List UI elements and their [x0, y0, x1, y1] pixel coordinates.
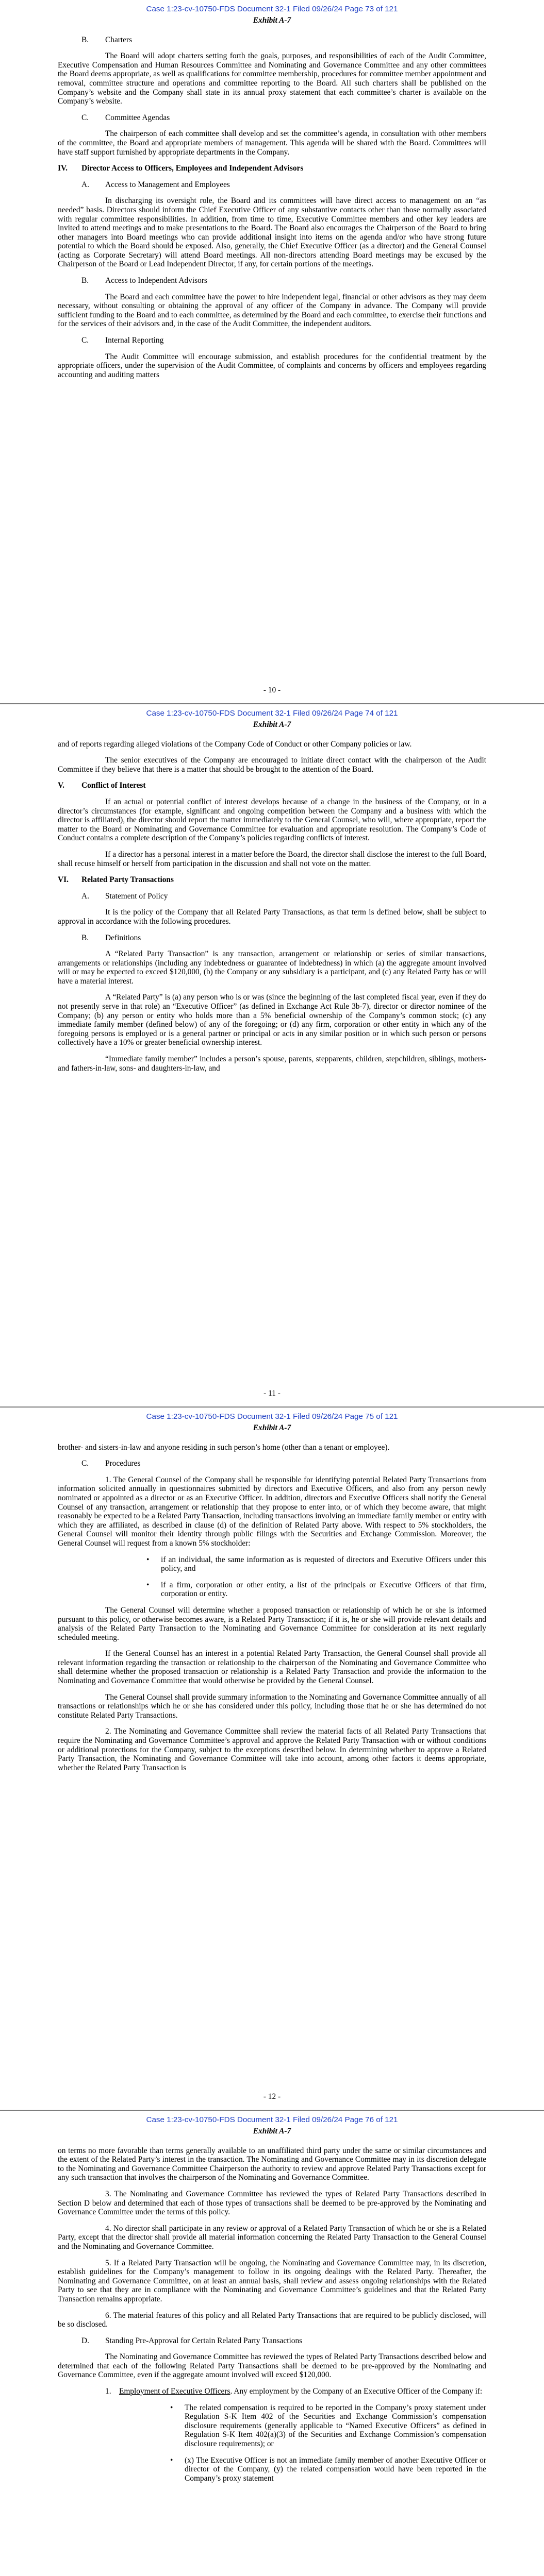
- paragraph-internal-reporting: The Audit Committee will encourage submission, and establish procedures for the confidential treatment by the appropriate officers, under the supervision of the Audit Committee, of complaints and concerns by officers and employees regarding accounting and auditing matters: [58, 352, 486, 379]
- paragraph-procedure-6: 6. The material features of this policy and all Related Party Transactions that are required to be publicly disclosed, will be so disclosed.: [58, 2311, 486, 2329]
- section-heading-committee-agendas: C. Committee Agendas: [81, 113, 170, 122]
- page-number: - 11 -: [263, 1389, 281, 1398]
- paragraph-procedure-4: 4. No director shall participate in any review or approval of a Related Party Transaction of which he or she is a Related Party, except that the director shall provide all material information concerning the Related Party Transaction to the General Counsel and the Nominating and Governance Committee.: [58, 2224, 486, 2251]
- document-page-4: [0, 2110, 544, 2576]
- section-heading-statement-of-policy: A. Statement of Policy: [81, 891, 168, 901]
- bullet-not-family-member: • (x) The Executive Officer is not an immediate family member of another Executive Officer or director of the Company, (y) the related compensation would have been reported in the Company’s proxy statement: [185, 2456, 486, 2483]
- page-number: - 10 -: [263, 686, 281, 695]
- bullet-proxy-compensation: • The related compensation is required to be reported in the Company’s proxy statement under Regulation S-K Item 402 of the Securities and Exchange Commission’s compensation disclosure requirements (generally applicable to “Named Executive Officers” as defined in Regulation S-K Item 402(a)(3) of the Securities and Exchange Commission’s compensation disclosure requirements); or: [185, 2403, 486, 2449]
- paragraph-procedure-1: 1. The General Counsel of the Company shall be responsible for identifying potential Related Party Transactions from information solicited annually in questionnaires submitted by directors and Executive Officers, and also from any person newly nominated or appointed as a director or as an Executive Officer. In addition, directors and Executive Officers shall notify the General Counsel of any transaction, arrangement or relationship that they propose to enter into, or of which they become aware, that might reasonably be expected to be a Related Party Transaction, including transactions involving an immediate family member or entity with which they are affiliated, as described in clause (d) of the definition of Related Party above. With respect to 5% stockholders, the General Counsel will monitor their identity through public filings with the Securities and Exchange Commission. Moreover, the General Counsel will request from a known 5% stockholder:: [58, 1475, 486, 1548]
- paragraph-continued: on terms no more favorable than terms generally available to an unaffiliated third party under the same or similar circumstances and the extent of the Related Party’s interest in the transaction. The Nominating and Governance Committee may in its discretion delegate to the Nominating and Governance Committee Chairperson the authority to review and approve Related Party Transactions except for any such transaction that involves the chairperson of the Nominating and Governance Committee.: [58, 2146, 486, 2182]
- page-number: - 12 -: [263, 2092, 281, 2102]
- section-heading-access-management: A. Access to Management and Employees: [81, 180, 230, 189]
- section-heading-conflict-of-interest: V. Conflict of Interest: [58, 781, 146, 790]
- paragraph-pre-approval: The Nominating and Governance Committee has reviewed the types of Related Party Transactions described below and determined that each of the following Related Party Transactions shall be deemed to be pre-approved by the Nominating and Governance Committee, even if the aggregate amount involved will exceed $120,000.: [58, 2352, 486, 2380]
- bullet-individual: • if an individual, the same information as is requested of directors and Executive Officers under this policy, and: [161, 1555, 486, 1573]
- paragraph-independent-advisors: The Board and each committee have the power to hire independent legal, financial or other advisors as they may deem necessary, without consulting or obtaining the approval of any officer of the Company in advance. The Company will provide sufficient funding to the Board and to each committee, as determined by the Board and each committee, to exercise their functions and for the services of their advisors and, in the case of the Audit Committee, the independent auditors.: [58, 292, 486, 329]
- section-heading-definitions: B. Definitions: [81, 933, 141, 942]
- paragraph-employment-executive-officers: 1. Employment of Executive Officers. Any employment by the Company of an Executive Officer of the Company if:: [105, 2387, 483, 2396]
- section-heading-independent-advisors: B. Access to Independent Advisors: [81, 276, 207, 285]
- document-page-2: [0, 703, 544, 1406]
- paragraph-senior-executives: The senior executives of the Company are encouraged to initiate direct contact with the chairperson of the Audit Committee if they believe that there is a matter that should be brought to the attention of the Board.: [58, 756, 486, 774]
- paragraph-charters: The Board will adopt charters setting forth the goals, purposes, and responsibilities of each of the Audit Committee, Executive Compensation and Human Resources Committee and Nominating and Governance Committee and any other committees the Board deems appropriate, as well as qualifications for committee membership, procedures for committee member appointment and removal, committee structure and operations and committee reporting to the Board. All such charters shall be published on the Company’s website and the Company shall state in its annual proxy statement that each committee’s charter is available on the Company’s website.: [58, 52, 486, 106]
- page-header: Case 1:23-cv-10750-FDS Document 32-1 Filed 09/26/24 Page 74 of 121: [146, 709, 398, 718]
- page-header: Case 1:23-cv-10750-FDS Document 32-1 Filed 09/26/24 Page 73 of 121: [146, 5, 398, 13]
- section-heading-related-party: VI. Related Party Transactions: [58, 875, 174, 885]
- paragraph-procedure-determination: The General Counsel will determine whether a proposed transaction or relationship of which he or she is informed pursuant to this policy, or otherwise becomes aware, is a Related Party Transaction; if it is, he or she will provide relevant details and analysis of the Related Party Transaction to the Nominating and Governance Committee for consideration at its next regularly scheduled meeting.: [58, 1605, 486, 1642]
- paragraph-statement-of-policy: It is the policy of the Company that all Related Party Transactions, as that term is defined below, shall be subject to approval in accordance with the following procedures.: [58, 908, 486, 926]
- page-header: Case 1:23-cv-10750-FDS Document 32-1 Filed 09/26/24 Page 75 of 121: [146, 1412, 398, 1421]
- bullet-entity: • if a firm, corporation or other entity, a list of the principals or Executive Officers of that firm, corporation or entity.: [161, 1581, 486, 1599]
- paragraph-access-management: In discharging its oversight role, the Board and its committees will have direct access to management on an “as needed” basis. Directors should inform the Chief Executive Officer of any substantive contacts other than those normally associated with regular committee responsibilities. In addition, from time to time, Executive Committee members and other key leaders are invited to attend meetings and to make presentations to the Board. The Board also encourages the Chairperson of the Board to bring other managers into Board meetings who can provide additional insight into items on the agenda and/or who have strong future potential to which the Board should be exposed. Also, generally, the Chief Executive Officer (as a director) and the General Counsel (acting as Corporate Secretary) will attend Board meetings. All non-directors attending Board meetings may be excused by the Chairperson of the Board or Lead Independent Director, if any, for certain portions of the meetings.: [58, 196, 486, 269]
- paragraph-conflict-2: If a director has a personal interest in a matter before the Board, the director shall disclose the interest to the full Board, shall recuse himself or herself from participation in the discussion and shall not vote on the matter.: [58, 850, 486, 868]
- exhibit-label: Exhibit A-7: [253, 2127, 291, 2136]
- paragraph-continued: and of reports regarding alleged violations of the Company Code of Conduct or other Company policies or law.: [58, 739, 412, 749]
- section-heading-procedures: C. Procedures: [81, 1459, 141, 1468]
- exhibit-label: Exhibit A-7: [253, 720, 291, 729]
- document-page-1: [0, 0, 544, 703]
- paragraph-definition-family: “Immediate family member” includes a person’s spouse, parents, stepparents, children, stepchildren, siblings, mothers- and fathers-in-law, sons- and daughters-in-law, and: [58, 1055, 486, 1073]
- paragraph-procedure-3: 3. The Nominating and Governance Committee has reviewed the types of Related Party Transactions described in Section D below and determined that each of those types of transactions shall be deemed to be pre-approved by the Nominating and Governance Committee under the terms of this policy.: [58, 2189, 486, 2217]
- exhibit-label: Exhibit A-7: [253, 16, 291, 25]
- paragraph-conflict-1: If an actual or potential conflict of interest develops because of a change in the business of the Company, or in a director’s circumstances (for example, significant and ongoing competition between the Company and a business with which the director is affiliated), the director should report the matter immediately to the General Counsel, who will, where appropriate, report the matter to the Board or Nominating and Governance Committee for evaluation and appropriate resolution. The Company’s Code of Conduct contains a complete description of the Company’s policies regarding conflicts of interest.: [58, 797, 486, 843]
- paragraph-procedure-2: 2. The Nominating and Governance Committee shall review the material facts of all Related Party Transactions that require the Nominating and Governance Committee’s approval and approve the Related Party Transaction with or without conditions or additional protections for the Company, subject to the exceptions described below. In determining whether to approve a Related Party Transaction, the Nominating and Governance Committee will take into account, among other factors it deems appropriate, whether the Related Party Transaction is: [58, 1727, 486, 1772]
- paragraph-continued: brother- and sisters-in-law and anyone residing in such person’s home (other than a tenant or employee).: [58, 1443, 390, 1452]
- section-heading-charters: B. Charters: [81, 35, 133, 44]
- paragraph-procedure-gc-interest: If the General Counsel has an interest in a potential Related Party Transaction, the General Counsel shall provide all relevant information regarding the transaction or relationship to the chairperson of the Nominating and Governance Committee who shall determine whether the proposed transaction or relationship is a Related Party Transaction and provide the information to the Nominating and Governance Committee that would otherwise be provided by the General Counsel.: [58, 1649, 486, 1686]
- paragraph-definition-party: A “Related Party” is (a) any person who is or was (since the beginning of the last completed fiscal year, even if they do not presently serve in that role) an “Executive Officer” (as defined in Exchange Act Rule 3b-7), director or director nominee of the Company; (b) any person or entity who holds more than a 5% beneficial ownership of the Company’s common stock; (c) any immediate family member (defined below) of any of the foregoing; or (d) any firm, corporation or other entity in which any of the foregoing persons is employed or is a general partner or principal or acts in any similar position or in which such person or persons collectively have a 10% or greater beneficial ownership interest.: [58, 993, 486, 1047]
- paragraph-definition-transaction: A “Related Party Transaction” is any transaction, arrangement or relationship or series of similar transactions, arrangements or relationships (including any indebtedness or guarantee of indebtedness) in which (a) the aggregate amount involved will or may be expected to exceed $120,000, (b) the Company or any subsidiary is a participant, and (c) any Related Party has or will have a material interest.: [58, 950, 486, 986]
- paragraph-procedure-summary: The General Counsel shall provide summary information to the Nominating and Governance Committee annually of all transactions or relationships which he or she has considered under this policy, including those that he or she has determined do not constitute Related Party Transactions.: [58, 1692, 486, 1720]
- section-heading-pre-approval: D. Standing Pre-Approval for Certain Related Party Transactions: [81, 2336, 303, 2345]
- exhibit-label: Exhibit A-7: [253, 1423, 291, 1432]
- section-heading-director-access: IV. Director Access to Officers, Employees and Independent Advisors: [58, 164, 304, 173]
- paragraph-procedure-5: 5. If a Related Party Transaction will be ongoing, the Nominating and Governance Committee may, in its discretion, establish guidelines for the Company’s management to follow in its ongoing dealings with the Related Party. Thereafter, the Nominating and Governance Committee, on at least an annual basis, shall review and assess ongoing relationships with the Related Party to see that they are in compliance with the Nominating and Governance Committee’s guidelines and that the Related Party Transaction remains appropriate.: [58, 2258, 486, 2303]
- paragraph-committee-agendas: The chairperson of each committee shall develop and set the committee’s agenda, in consultation with other members of the committee, the Board and appropriate members of management. This agenda will be shared with the Board. Committees will have staff support furnished by appropriate departments in the Company.: [58, 129, 486, 157]
- section-heading-internal-reporting: C. Internal Reporting: [81, 336, 164, 345]
- document-page-3: [0, 1406, 544, 2110]
- page-header: Case 1:23-cv-10750-FDS Document 32-1 Filed 09/26/24 Page 76 of 121: [146, 2115, 398, 2124]
